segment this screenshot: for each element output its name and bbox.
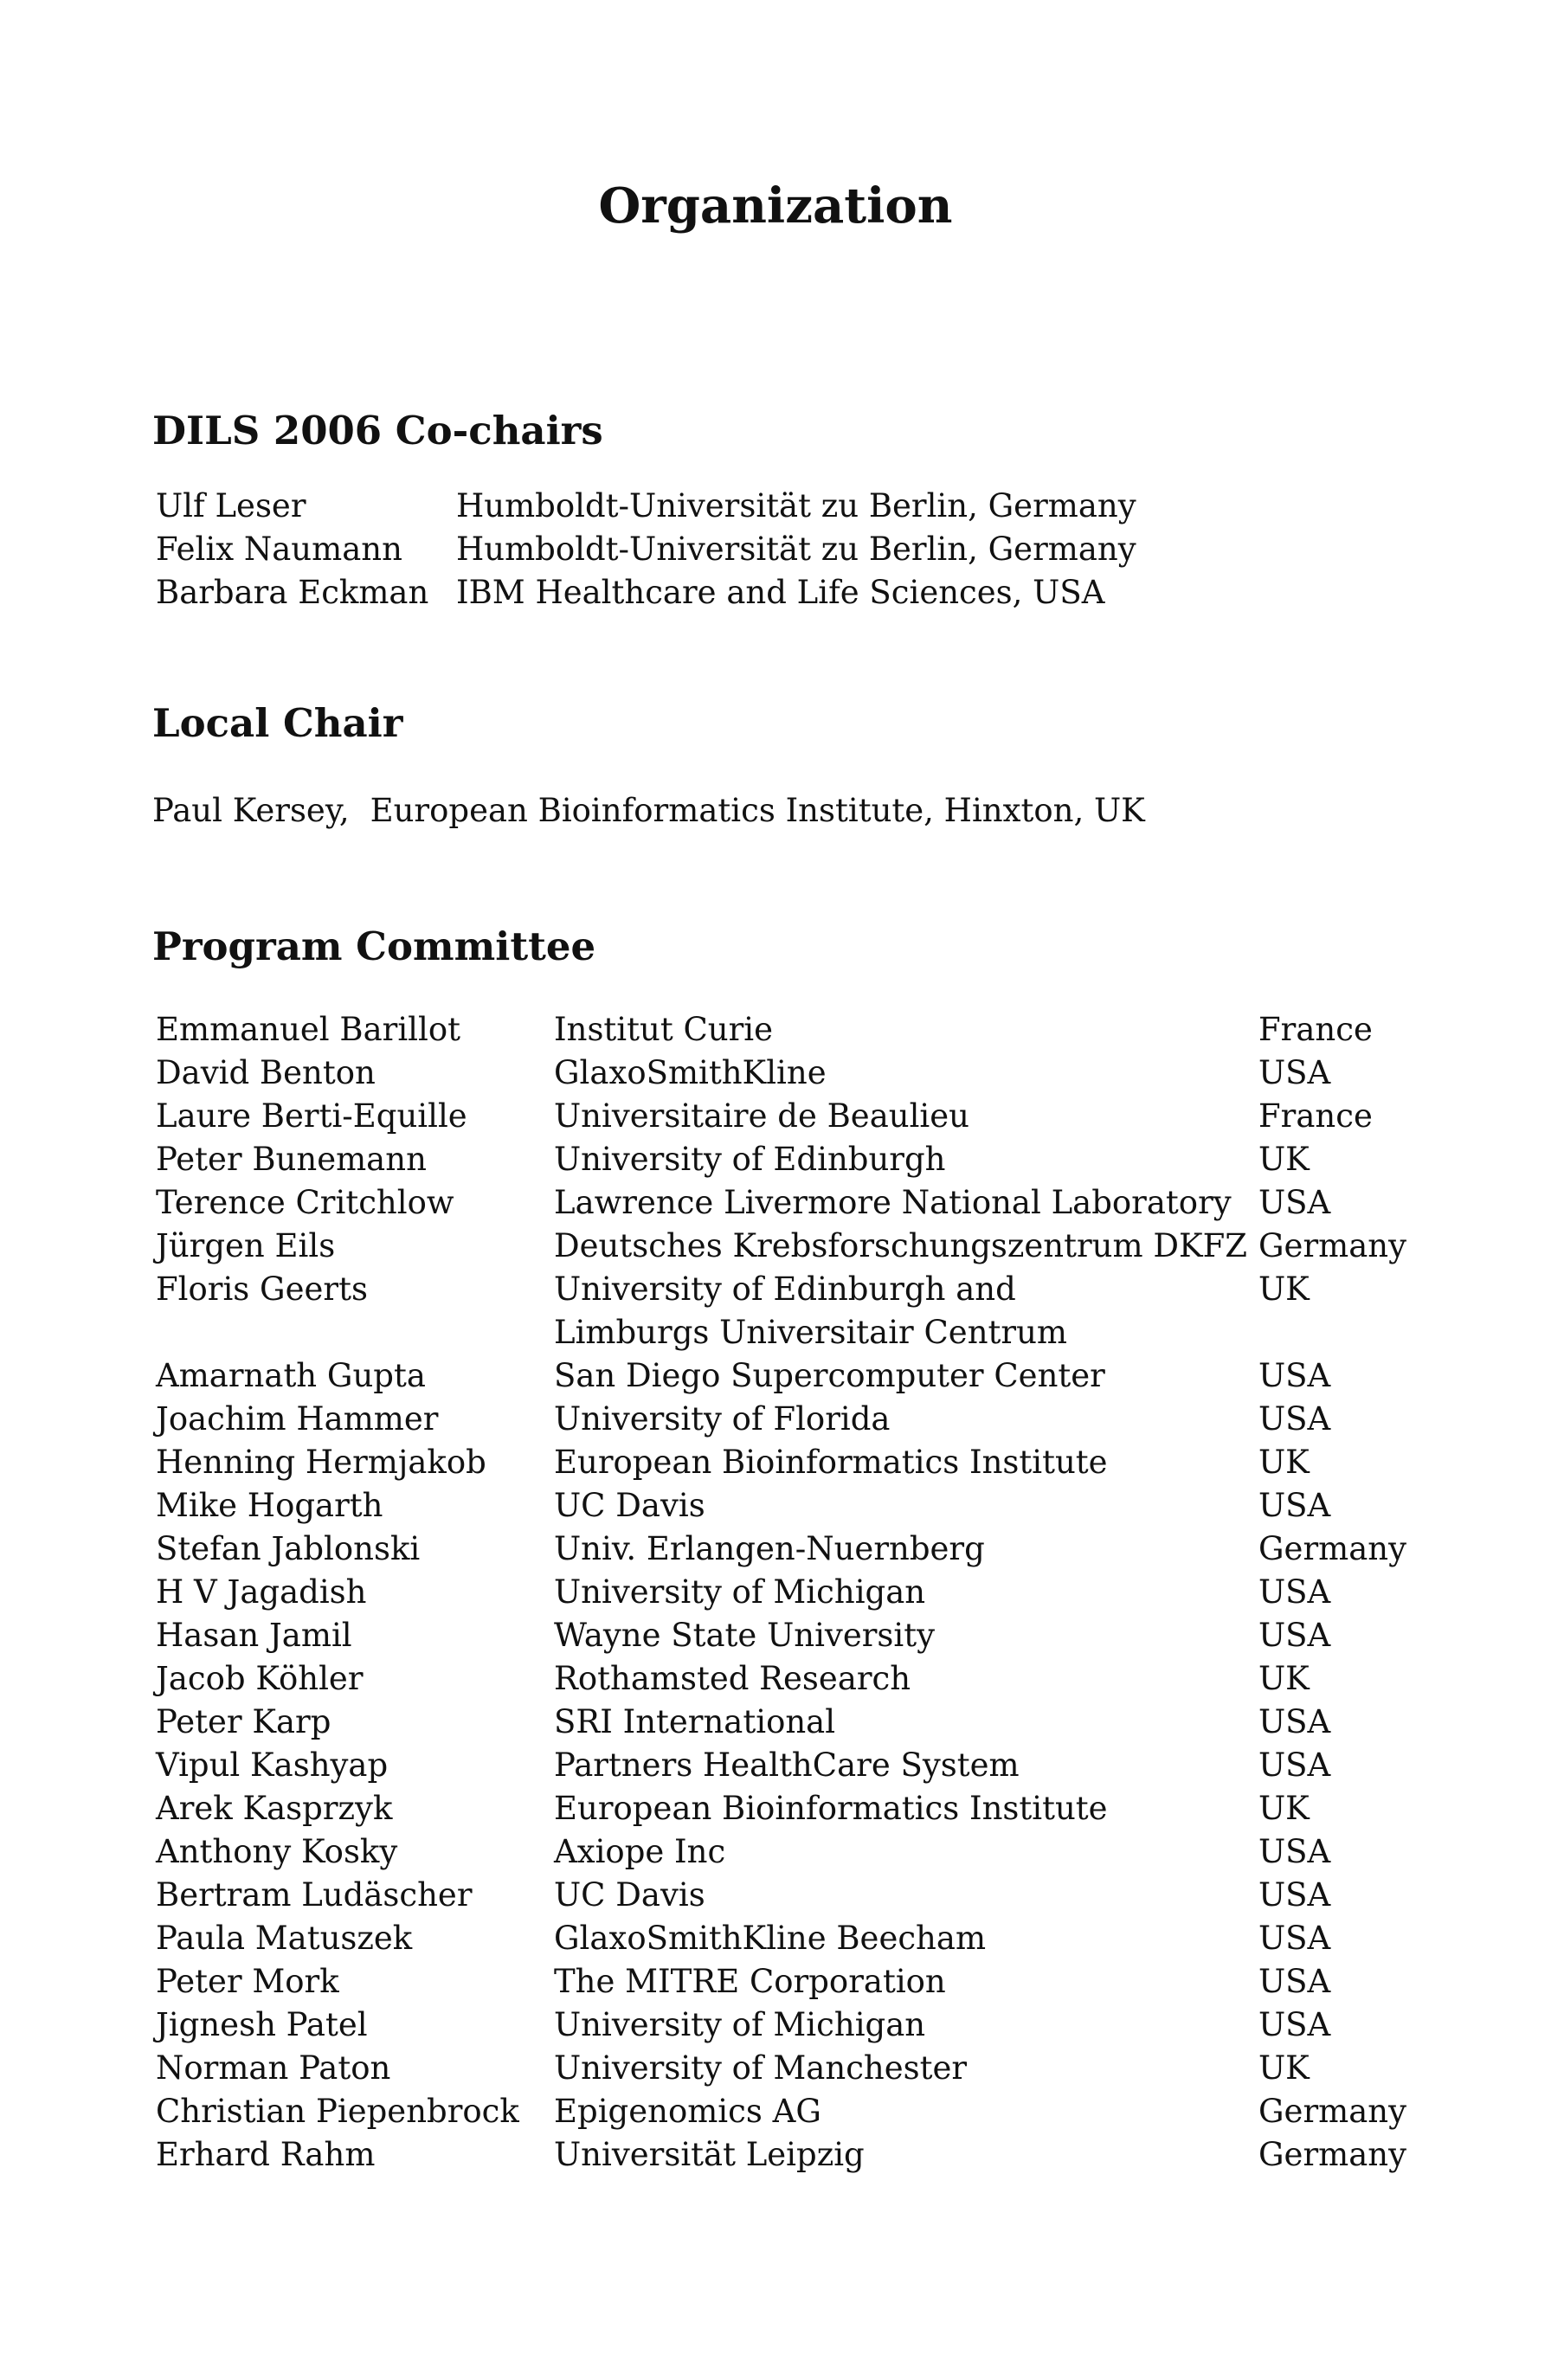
member-name: Amarnath Gupta bbox=[156, 1357, 426, 1394]
member-country: UK bbox=[1258, 1141, 1310, 1178]
member-affiliation: Deutsches Krebsforschungszentrum DKFZ bbox=[554, 1227, 1248, 1264]
member-affiliation: GlaxoSmithKline Beecham bbox=[554, 1920, 987, 1957]
member-name: Peter Bunemann bbox=[156, 1141, 427, 1178]
local-chair-affiliation: European Bioinformatics Institute, Hinxton, UK bbox=[370, 792, 1145, 829]
member-country: USA bbox=[1258, 2006, 1331, 2043]
member-affiliation: University of Michigan bbox=[554, 2006, 926, 2043]
member-affiliation: University of Edinburgh bbox=[554, 1141, 946, 1178]
member-name: Emmanuel Barillot bbox=[156, 1011, 460, 1048]
cochair-affiliation: IBM Healthcare and Life Sciences, USA bbox=[456, 574, 1105, 611]
member-name: Stefan Jablonski bbox=[156, 1530, 421, 1567]
member-country: Germany bbox=[1258, 2136, 1407, 2173]
member-country: UK bbox=[1258, 1444, 1310, 1481]
member-country: USA bbox=[1258, 1746, 1331, 1784]
local-chair-name: Paul Kersey, bbox=[152, 792, 350, 829]
member-country: Germany bbox=[1258, 1530, 1407, 1567]
member-affiliation: SRI International bbox=[554, 1703, 836, 1740]
member-affiliation: University of Florida bbox=[554, 1400, 891, 1438]
member-name: David Benton bbox=[156, 1054, 376, 1091]
member-country: UK bbox=[1258, 2049, 1310, 2087]
member-affiliation: The MITRE Corporation bbox=[554, 1963, 946, 2000]
cochairs-heading: DILS 2006 Co-chairs bbox=[152, 408, 603, 453]
member-affiliation: Epigenomics AG bbox=[554, 2093, 821, 2130]
local-chair-heading: Local Chair bbox=[152, 700, 403, 746]
member-affiliation: University of Edinburgh and bbox=[554, 1270, 1016, 1308]
member-affiliation: GlaxoSmithKline bbox=[554, 1054, 827, 1091]
member-name: Hasan Jamil bbox=[156, 1617, 352, 1654]
member-country: USA bbox=[1258, 1963, 1331, 2000]
member-country: USA bbox=[1258, 1400, 1331, 1438]
member-name: Arek Kasprzyk bbox=[156, 1790, 393, 1827]
member-name: Norman Paton bbox=[156, 2049, 391, 2087]
member-country: UK bbox=[1258, 1790, 1310, 1827]
member-country: USA bbox=[1258, 1184, 1331, 1221]
cochair-affiliation: Humboldt-Universität zu Berlin, Germany bbox=[456, 531, 1136, 568]
member-affiliation: Rothamsted Research bbox=[554, 1660, 911, 1697]
member-country: USA bbox=[1258, 1573, 1331, 1611]
member-name: Peter Karp bbox=[156, 1703, 331, 1740]
member-name: Laure Berti-Equille bbox=[156, 1097, 467, 1135]
cochair-affiliation: Humboldt-Universität zu Berlin, Germany bbox=[456, 487, 1136, 524]
member-name: Vipul Kashyap bbox=[156, 1746, 389, 1784]
member-affiliation: San Diego Supercomputer Center bbox=[554, 1357, 1105, 1394]
member-name: Jacob Köhler bbox=[156, 1660, 364, 1697]
program-committee-heading: Program Committee bbox=[152, 923, 596, 969]
member-name: Joachim Hammer bbox=[156, 1400, 439, 1438]
member-name: Bertram Ludäscher bbox=[156, 1876, 473, 1914]
member-affiliation: Axiope Inc bbox=[554, 1833, 726, 1870]
member-name: Terence Critchlow bbox=[156, 1184, 454, 1221]
member-country: USA bbox=[1258, 1054, 1331, 1091]
member-country: USA bbox=[1258, 1920, 1331, 1957]
member-name: Henning Hermjakob bbox=[156, 1444, 486, 1481]
member-name: Floris Geerts bbox=[156, 1270, 368, 1308]
member-name: Mike Hogarth bbox=[156, 1487, 383, 1524]
member-affiliation: Univ. Erlangen-Nuernberg bbox=[554, 1530, 985, 1567]
member-affiliation: European Bioinformatics Institute bbox=[554, 1444, 1108, 1481]
page-title: Organization bbox=[598, 177, 953, 235]
member-affiliation: Universitaire de Beaulieu bbox=[554, 1097, 969, 1135]
member-name: Paula Matuszek bbox=[156, 1920, 413, 1957]
member-country: UK bbox=[1258, 1660, 1310, 1697]
member-affiliation: Lawrence Livermore National Laboratory bbox=[554, 1184, 1232, 1221]
member-affiliation-continued: Limburgs Universitair Centrum bbox=[554, 1314, 1067, 1351]
member-affiliation: Partners HealthCare System bbox=[554, 1746, 1020, 1784]
member-name: Jürgen Eils bbox=[156, 1227, 336, 1264]
member-country: USA bbox=[1258, 1876, 1331, 1914]
cochair-name: Ulf Leser bbox=[156, 487, 306, 524]
member-affiliation: Institut Curie bbox=[554, 1011, 774, 1048]
cochair-name: Felix Naumann bbox=[156, 531, 402, 568]
member-country: USA bbox=[1258, 1833, 1331, 1870]
member-name: Christian Piepenbrock bbox=[156, 2093, 519, 2130]
member-country: USA bbox=[1258, 1617, 1331, 1654]
member-country: USA bbox=[1258, 1487, 1331, 1524]
member-name: Erhard Rahm bbox=[156, 2136, 376, 2173]
member-name: H V Jagadish bbox=[156, 1573, 367, 1611]
member-country: USA bbox=[1258, 1357, 1331, 1394]
member-name: Jignesh Patel bbox=[156, 2006, 368, 2043]
member-affiliation: UC Davis bbox=[554, 1487, 705, 1524]
member-affiliation: Wayne State University bbox=[554, 1617, 935, 1654]
member-affiliation: Universität Leipzig bbox=[554, 2136, 865, 2173]
member-affiliation: UC Davis bbox=[554, 1876, 705, 1914]
member-country: France bbox=[1258, 1097, 1373, 1135]
member-affiliation: University of Manchester bbox=[554, 2049, 968, 2087]
member-country: France bbox=[1258, 1011, 1373, 1048]
member-country: USA bbox=[1258, 1703, 1331, 1740]
member-affiliation: University of Michigan bbox=[554, 1573, 926, 1611]
cochair-name: Barbara Eckman bbox=[156, 574, 429, 611]
member-country: UK bbox=[1258, 1270, 1310, 1308]
member-country: Germany bbox=[1258, 2093, 1407, 2130]
member-name: Anthony Kosky bbox=[156, 1833, 398, 1870]
member-name: Peter Mork bbox=[156, 1963, 339, 2000]
local-chair-line bbox=[152, 789, 1145, 833]
member-country: Germany bbox=[1258, 1227, 1407, 1264]
member-affiliation: European Bioinformatics Institute bbox=[554, 1790, 1108, 1827]
